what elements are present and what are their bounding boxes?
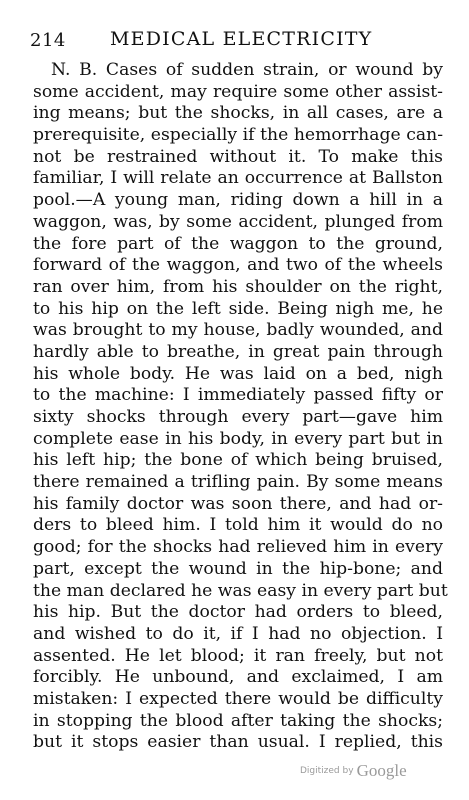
text-line: was brought to my house, badly wounded, and: [33, 320, 443, 341]
text-line: in stopping the blood after taking the shocks;: [33, 710, 443, 731]
text-line: and wished to do it, if I had no objection. I: [33, 623, 443, 644]
digitization-watermark: [300, 761, 407, 781]
text-line: waggon, was, by some accident, plunged from: [33, 211, 443, 232]
text-line: N. B. Cases of sudden strain, or wound by: [51, 60, 443, 80]
text-line: but it stops easier than usual. I replied, this: [33, 732, 443, 753]
text-line: complete ease in his body, in every part but in: [33, 428, 443, 449]
text-line: forcibly. He unbound, and exclaimed, I am: [33, 667, 443, 688]
text-line: his left hip; the bone of which being bruised,: [33, 450, 443, 471]
text-line: the man declared he was easy in every part but: [33, 580, 448, 601]
text-line: part, except the wound in the hip-bone; and: [33, 558, 443, 579]
text-line: his family doctor was soon there, and had or-: [33, 493, 443, 514]
page-body-text: [33, 60, 448, 754]
text-line: his hip. But the doctor had orders to bleed,: [33, 602, 443, 623]
watermark-prefix: Digitized by: [300, 766, 354, 776]
page-number: 214: [30, 30, 66, 51]
text-line: familiar, I will relate an occurrence at Ballston: [33, 168, 443, 189]
google-logo: Google: [356, 761, 407, 780]
text-line: ders to bleed him. I told him it would do no: [33, 515, 443, 536]
text-line: sixty shocks through every part—gave him: [33, 407, 443, 427]
text-line: forward of the waggon, and two of the wheels: [33, 255, 443, 276]
text-line: there remained a trifling pain. By some means: [33, 472, 443, 493]
text-line: his whole body. He was laid on a bed, nigh: [33, 363, 443, 384]
text-line: ing means; but the shocks, in all cases, are a: [33, 103, 443, 124]
text-line: some accident, may require some other assist-: [33, 81, 443, 102]
text-line: to his hip on the left side. Being nigh me, he: [33, 298, 443, 319]
text-line: not be restrained without it. To make this: [33, 146, 443, 167]
text-line: hardly able to breathe, in great pain through: [33, 341, 443, 362]
text-line: mistaken: I expected there would be difficulty: [33, 688, 443, 709]
text-line: ran over him, from his shoulder on the right,: [33, 276, 443, 297]
text-line: prerequisite, especially if the hemorrhage can-: [33, 125, 443, 146]
text-line: to the machine: I immediately passed fifty or: [33, 385, 443, 406]
text-line: good; for the shocks had relieved him in every: [33, 537, 443, 558]
text-line: assented. He let blood; it ran freely, but not: [33, 645, 443, 666]
text-line: the fore part of the waggon to the ground,: [33, 233, 443, 254]
running-title: MEDICAL ELECTRICITY: [110, 28, 373, 50]
text-line: pool.—A young man, riding down a hill in a: [33, 190, 443, 211]
